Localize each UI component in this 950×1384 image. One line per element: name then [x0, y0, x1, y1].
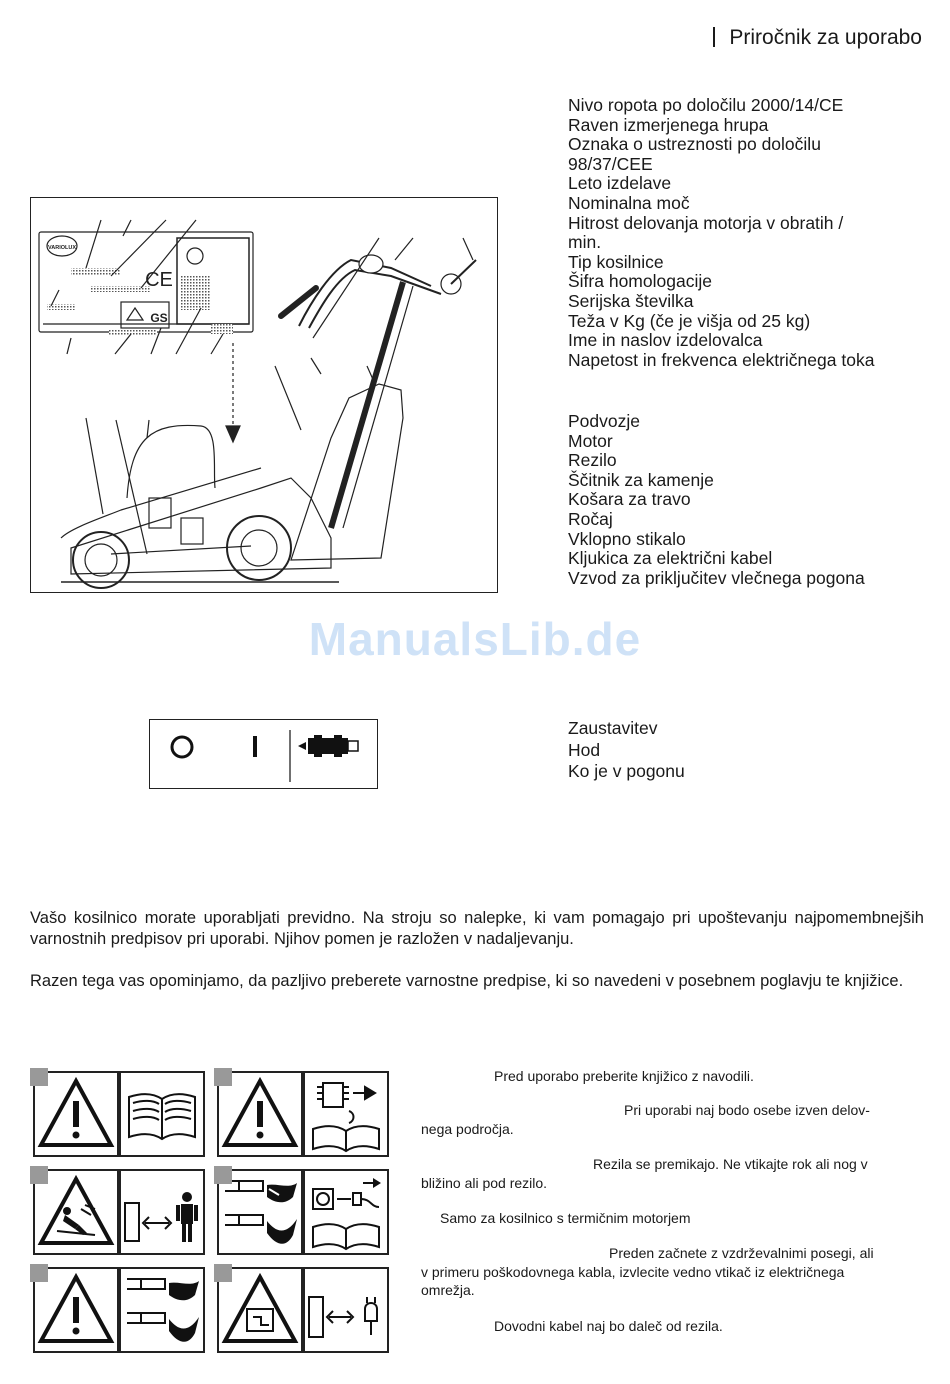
label-item: Leto izdelave [568, 173, 672, 194]
safety-text-4: Samo za kosilnico s termičnim motorjem [440, 1210, 691, 1226]
mower-illustration [31, 198, 497, 592]
safety-text-2a: Pri uporabi naj bodo osebe izven delov- [624, 1102, 870, 1118]
part-item: Rezilo [568, 450, 617, 471]
part-item: Vklopno stikalo [568, 528, 686, 549]
warning-text: Razen tega vas opominjamo, da pazljivo preberete varnostne predpise, ki so navedeni v posebnem poglavju te knjižice. [30, 972, 904, 990]
safety-text-3a: Rezila se premikajo. Ne vtikajte rok ali nog v [593, 1156, 868, 1172]
safety-text-2b: nega področja. [421, 1121, 514, 1137]
header-divider [713, 27, 715, 47]
label-item: Ime in naslov izdelovalca [568, 330, 763, 351]
drive-symbol-icon [298, 735, 358, 757]
label-item: Raven izmerjenega hrupa [568, 114, 769, 135]
keep-distance-icon [119, 1169, 205, 1255]
switch-item: Hod [568, 739, 601, 760]
label-item: Napetost in frekvenca električnega toka [568, 349, 875, 370]
label-item: Teža v Kg (če je višja od 25 kg) [568, 310, 811, 331]
intro-paragraph [30, 908, 924, 950]
safety-text-5c: omrežja. [421, 1282, 475, 1298]
ce-mark: CE [145, 269, 173, 291]
page-title: Priročnik za uporabo [729, 26, 922, 49]
pictogram-tag [30, 1166, 48, 1184]
run-symbol-icon [253, 736, 257, 757]
label-item: Tip kosilnice [568, 251, 664, 272]
unplug-before-maintenance-icon [303, 1169, 389, 1255]
label-item: 98/37/CEE [568, 153, 653, 174]
engine-manual-icon [303, 1071, 389, 1157]
parts-legend-list [568, 412, 865, 588]
label-item: Oznaka o ustreznosti po določilu [568, 134, 821, 155]
mower-diagram [30, 197, 498, 593]
stop-symbol-icon [172, 737, 192, 757]
safety-text-6: Dovodni kabel naj bo daleč od rezila. [494, 1318, 723, 1334]
safety-text-5a: Preden začnete z vzdrževalnimi posegi, ali [609, 1245, 874, 1261]
label-item: Šifra homologacije [568, 271, 712, 292]
cable-away-icon [303, 1267, 389, 1353]
label-item: Hitrost delovanja motorja v obratih / [568, 212, 844, 233]
pictogram-tag [30, 1068, 48, 1086]
pictogram-tag [214, 1264, 232, 1282]
part-item: Podvozje [568, 411, 640, 431]
pictogram-tag [214, 1068, 232, 1086]
part-item: Ščitnik za kamenje [568, 469, 714, 490]
part-item: Vzvod za priključitev vlečnega pogona [568, 567, 865, 588]
switch-item: Ko je v pogonu [568, 761, 685, 781]
read-manual-icon [119, 1071, 205, 1157]
label-item: Nominalna moč [568, 192, 690, 213]
label-item: min. [568, 232, 602, 253]
watermark: ManualsLib.de [308, 613, 642, 665]
part-item: Ročaj [568, 508, 613, 529]
part-item: Kljukica za električni kabel [568, 548, 773, 569]
safety-text-5b: v primeru poškodovnega kabla, izvlecite vedno vtikač iz električnega [421, 1264, 845, 1280]
pictogram-tag [214, 1166, 232, 1184]
label-legend-list [568, 96, 874, 370]
pictogram-tag [30, 1264, 48, 1282]
safety-pictogram-grid [30, 1068, 392, 1360]
safety-text-1: Pred uporabo preberite knjižico z navodili. [494, 1068, 754, 1084]
warning-paragraph [30, 971, 924, 992]
plate-logo: VARIOLUX [47, 245, 77, 251]
safety-text-3b: bližino ali pod rezilo. [421, 1175, 548, 1191]
part-item: Košara za travo [568, 489, 691, 510]
switch-positions-box [149, 719, 378, 789]
page-header [713, 26, 922, 50]
switch-item: Zaustavitev [568, 718, 658, 738]
part-item: Motor [568, 430, 613, 451]
label-item: Nivo ropota po določilu 2000/14/CE [568, 95, 844, 115]
switch-symbols [150, 720, 377, 788]
blade-hazard-icon [119, 1267, 205, 1353]
intro-text: Vašo kosilnico morate uporabljati previdno. Na stroju so nalepke, ki vam pomagajo pri upoštevanju najpomembnejših varnostnih predpisov pri uporabi. Njihov pomen je razložen v nadaljevanju. [30, 909, 924, 948]
switch-legend-list [568, 718, 685, 783]
label-item: Serijska številka [568, 290, 694, 311]
gs-mark: GS [150, 311, 168, 325]
